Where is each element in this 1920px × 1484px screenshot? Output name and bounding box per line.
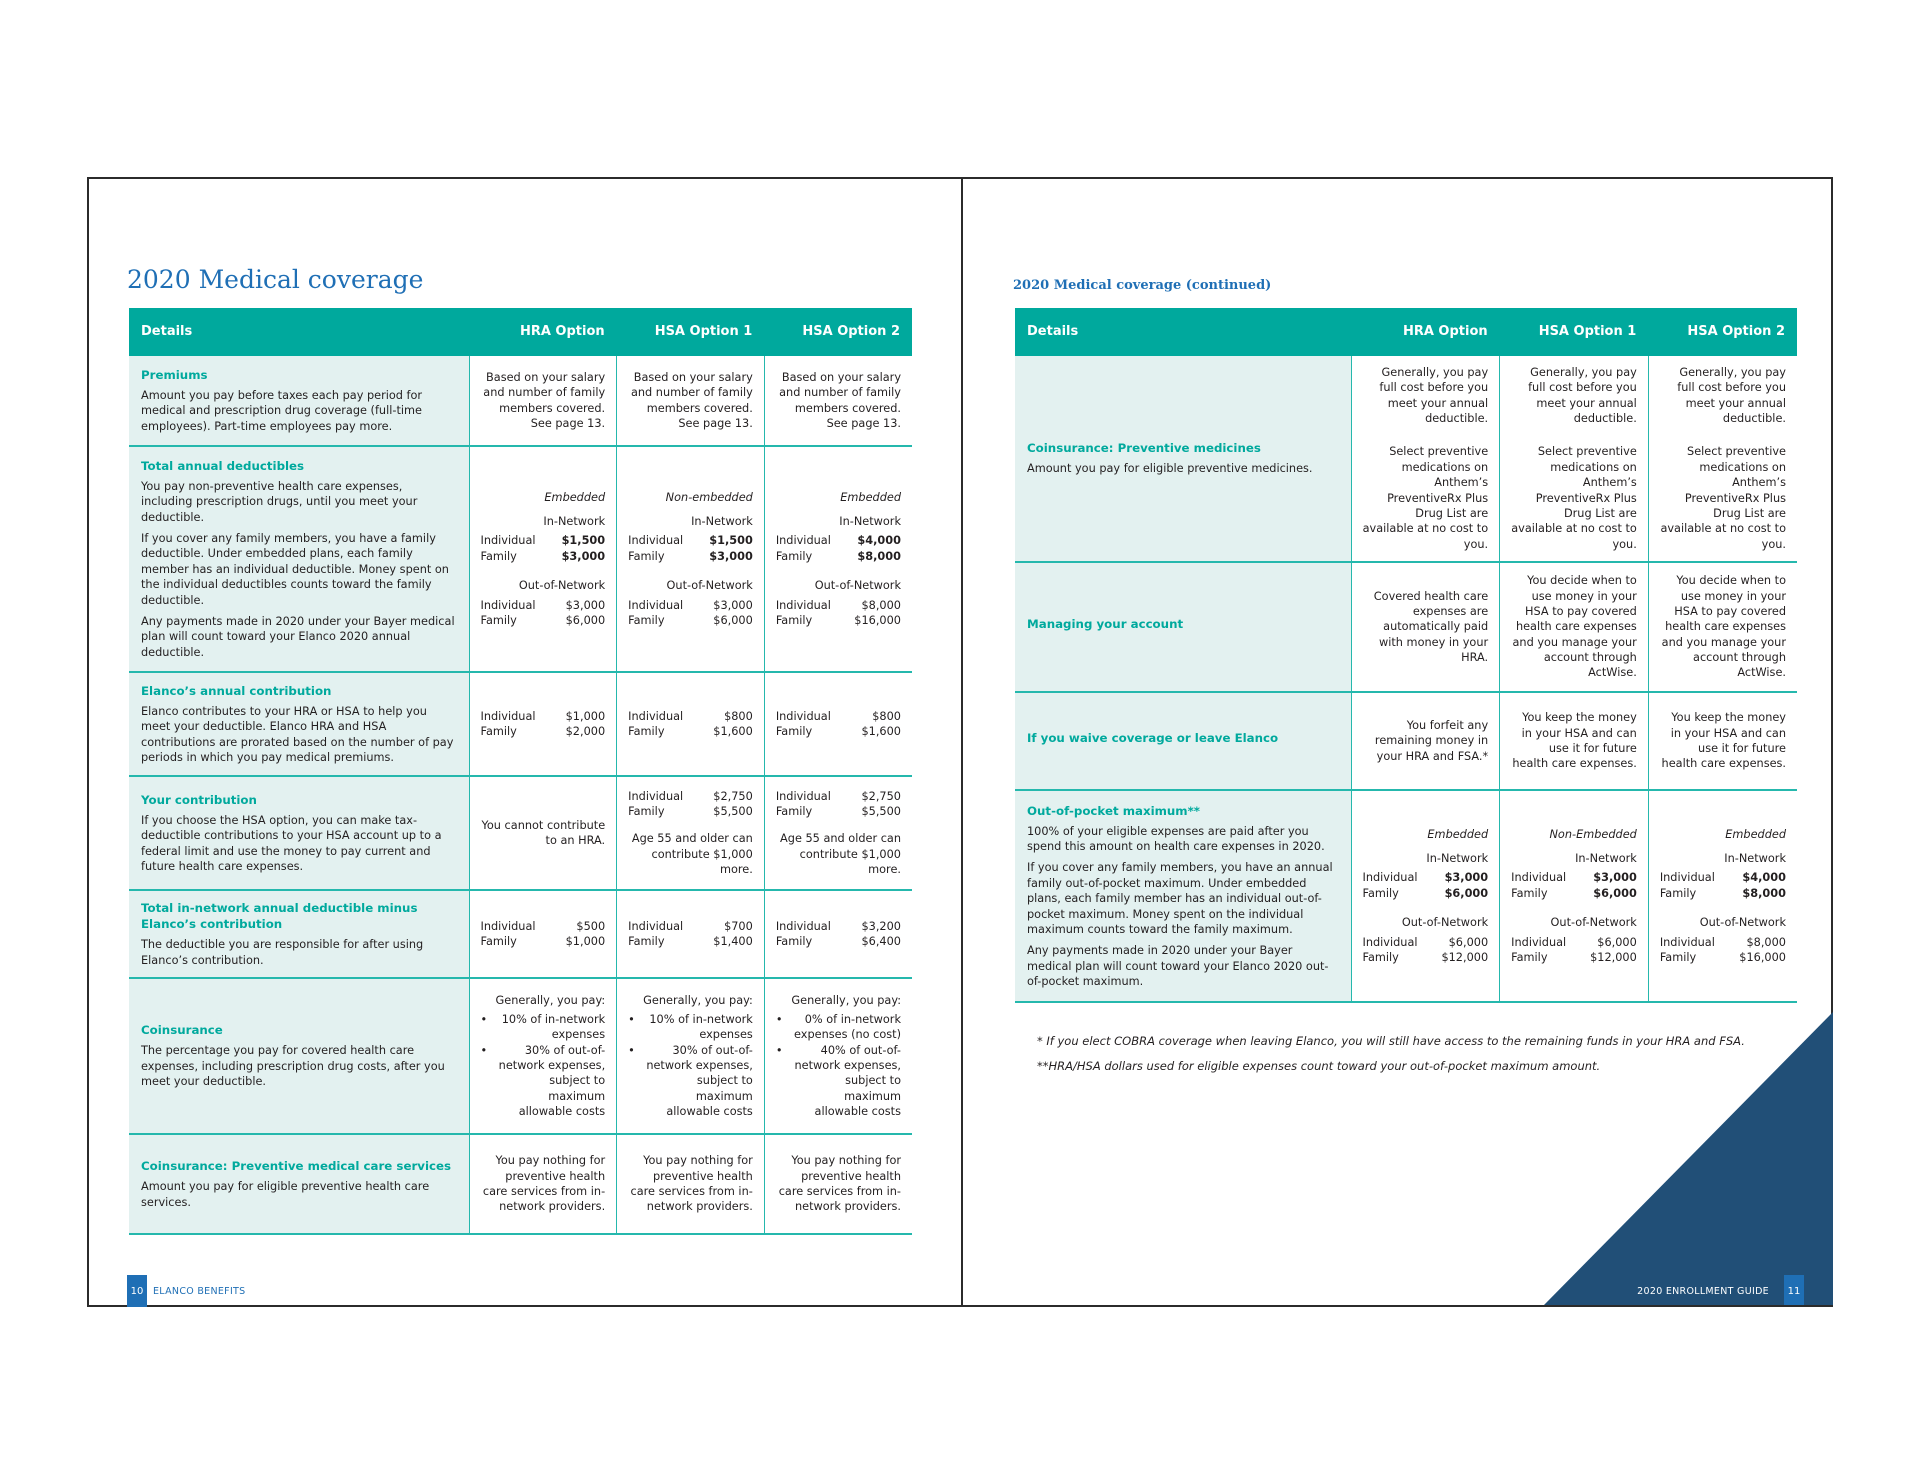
amount: $3,000 [709, 549, 753, 563]
row-heading: Coinsurance: Preventive medical care services [141, 1159, 452, 1174]
row-heading: If you waive coverage or leave Elanco [1027, 731, 1279, 746]
amount-pair [628, 919, 753, 934]
amount: $12,000 [1590, 950, 1637, 964]
cell-hra [469, 978, 617, 1134]
header-details: Details [129, 308, 469, 356]
table-row-net-deductible [129, 890, 912, 978]
amount-pair [481, 724, 606, 739]
amount-pair [1363, 935, 1489, 950]
network-label: In-Network [543, 515, 606, 529]
label: Individual [1362, 935, 1418, 949]
cell-hra: You forfeit any remaining money in your HRA and FSA.* [1351, 692, 1500, 790]
cell-hsa-1: You decide when to use money in your HSA to pay covered health care expenses and you manage your account through ActWise. [1500, 562, 1649, 692]
network-label: In-Network [839, 515, 901, 529]
label: Family [1362, 886, 1399, 900]
coinsurance-intro: Generally, you pay: [495, 993, 606, 1007]
page-title: 2020 Medical coverage [127, 265, 424, 294]
left-page [89, 179, 961, 1305]
label: Individual [480, 598, 536, 612]
cell-hsa-2 [1648, 790, 1797, 1002]
label: Individual [628, 709, 684, 723]
cell-paragraph: Generally, you pay full cost before you meet your annual deductible. [1528, 366, 1637, 426]
amount: $500 [576, 919, 606, 933]
cell-hsa-2: You decide when to use money in your HSA to pay covered health care expenses and you manage your account through ActWise. [1648, 562, 1797, 692]
cell-paragraph: Select preventive medications on Anthem’s PreventiveRx Plus Drug List are available at no cost to you. [1660, 445, 1786, 551]
amount-pair [628, 549, 753, 564]
row-description: The deductible you are responsible for after using Elanco’s contribution. [141, 938, 424, 967]
list-item: • 10% of in-network expenses [628, 1012, 753, 1043]
amount-pair [1660, 886, 1786, 901]
label: Individual [628, 789, 684, 803]
network-label: Out-of-Network [1550, 916, 1637, 930]
coinsurance-list [481, 1012, 606, 1120]
table-row-coinsurance [129, 978, 912, 1134]
row-description: If you cover any family members, you have an annual family out-of-pocket maximum. Under embedded plans, each family member has an individual out-of-pocket maximum. Money spent on the individual maximum counts toward the family maximum. [1027, 861, 1333, 936]
row-description: 100% of your eligible expenses are paid after you spend this amount on health care expenses in 2020. [1027, 824, 1325, 854]
amount: $6,400 [861, 935, 901, 948]
label: Individual [628, 919, 684, 933]
network-label: In-Network [691, 515, 753, 529]
cell-hsa-1 [617, 890, 765, 978]
cell-hsa-2 [1648, 356, 1797, 562]
label: Family [628, 804, 665, 818]
label: Family [1511, 886, 1548, 900]
amount: $2,750 [713, 789, 753, 803]
header-hra-option: HRA Option [469, 308, 617, 356]
table-row-deductibles [129, 446, 912, 672]
page-number: 10 [127, 1275, 147, 1307]
amount-pair [776, 934, 901, 949]
label: Family [775, 804, 813, 818]
row-details [129, 776, 469, 890]
row-details [129, 672, 469, 776]
network-label: Out-of-Network [814, 579, 901, 593]
label: Family [628, 935, 665, 948]
cell-hra: You cannot contribute to an HRA. [469, 776, 617, 890]
list-item: • 10% of in-network expenses [481, 1012, 606, 1043]
amount: $5,500 [713, 804, 753, 818]
row-details [129, 890, 469, 978]
network-label: Out-of-Network [1401, 916, 1489, 930]
table-row-premiums [129, 356, 912, 446]
row-description: The percentage you pay for covered health care expenses, including prescription drug costs, after you meet your deductible. [141, 1044, 445, 1089]
cell-hsa-2 [764, 890, 912, 978]
amount-pair [1511, 935, 1637, 950]
amount: $3,000 [565, 598, 606, 612]
row-heading: Total in-network annual deductible minus Elanco’s contribution [141, 901, 418, 932]
amount-pair [1660, 935, 1786, 950]
row-description: Any payments made in 2020 under your Bayer medical plan will count toward your Elanco 2020 annual deductible. [141, 614, 455, 659]
amount: $8,000 [1742, 886, 1786, 900]
amount: $1,400 [713, 935, 753, 948]
label: Individual [1362, 871, 1418, 885]
cell-hra: Covered health care expenses are automatically paid with money in your HRA. [1351, 562, 1500, 692]
amount-pair [1363, 950, 1489, 965]
table-row-waive-coverage [1015, 692, 1797, 790]
cell-hra [469, 446, 617, 672]
table-header-row [129, 308, 912, 356]
amount: $1,500 [561, 534, 606, 548]
row-details [129, 1134, 469, 1234]
table-row-elanco-contribution [129, 672, 912, 776]
amount-pair [481, 598, 606, 613]
amount: $700 [724, 919, 753, 933]
label: Individual [775, 709, 831, 723]
network-label: Out-of-Network [1699, 916, 1786, 930]
amount-pair [628, 804, 753, 819]
label: Family [1659, 950, 1697, 964]
label: Individual [775, 789, 831, 803]
plan-type: Non-Embedded [1549, 827, 1637, 841]
amount: $6,000 [1593, 886, 1637, 900]
amount: $16,000 [854, 613, 901, 627]
row-heading: Elanco’s annual contribution [141, 683, 332, 698]
amount-pair [1511, 870, 1637, 885]
amount-pair [1660, 870, 1786, 885]
amount: $1,600 [713, 725, 753, 738]
amount-pair [481, 919, 606, 934]
row-heading: Out-of-pocket maximum** [1027, 803, 1200, 818]
amount: $3,200 [861, 919, 901, 933]
amount-pair [481, 709, 606, 724]
list-item: • 0% of in-network expenses (no cost) [776, 1012, 901, 1043]
row-description: Amount you pay before taxes each pay period for medical and prescription drug coverage (full-time employees). Part-time employees pay more. [141, 388, 423, 433]
label: Individual [775, 919, 831, 933]
amount: $1,000 [565, 709, 606, 723]
label: Individual [1659, 935, 1715, 949]
amount: $6,000 [1597, 935, 1637, 949]
cell-hsa-1 [617, 978, 765, 1134]
row-details [1015, 790, 1351, 1002]
coinsurance-intro: Generally, you pay: [643, 993, 753, 1007]
label: Individual [480, 709, 536, 723]
cell-hsa-2 [764, 672, 912, 776]
brochure-spread [87, 177, 1833, 1307]
amount: $4,000 [857, 534, 901, 548]
network-label: In-Network [1575, 852, 1637, 866]
cell-paragraph: Select preventive medications on Anthem’s PreventiveRx Plus Drug List are available at no cost to you. [1362, 445, 1489, 551]
amount-pair [628, 709, 753, 724]
plan-type: Non-embedded [665, 490, 753, 504]
label: Individual [775, 534, 831, 548]
amount-pair [776, 919, 901, 934]
amount-pair [1511, 886, 1637, 901]
row-heading: Coinsurance: Preventive medicines [1027, 441, 1261, 456]
amount: $2,000 [565, 725, 606, 738]
row-details [1015, 692, 1351, 790]
row-details [1015, 356, 1351, 562]
cell-hsa-1 [1500, 790, 1649, 1002]
page-number: 11 [1784, 1275, 1804, 1305]
label: Family [775, 613, 813, 627]
medical-coverage-table [129, 308, 912, 1235]
row-description: Amount you pay for eligible preventive health care services. [141, 1180, 430, 1209]
label: Individual [775, 598, 831, 612]
amount-pair [628, 724, 753, 739]
header-hsa-option-1: HSA Option 1 [617, 308, 765, 356]
cell-hsa-1 [617, 776, 765, 890]
amount-pair [776, 724, 901, 739]
network-label: Out-of-Network [666, 579, 753, 593]
amount: $16,000 [1739, 950, 1786, 964]
catch-up-note: Age 55 and older can contribute $1,000 more. [780, 832, 901, 877]
label: Individual [480, 534, 536, 548]
table-row-out-of-pocket-maximum [1015, 790, 1797, 1002]
cell-hsa-1: You keep the money in your HSA and can use it for future health care expenses. [1500, 692, 1649, 790]
label: Family [1659, 886, 1697, 900]
label: Family [480, 613, 517, 627]
amount: $8,000 [857, 549, 901, 563]
table-row-preventive-care [129, 1134, 912, 1234]
decorative-corner-triangle [1544, 1012, 1833, 1305]
label: Family [1362, 950, 1399, 964]
medical-coverage-table-continued [1015, 308, 1797, 1003]
amount-pair [776, 549, 901, 564]
amount-pair [776, 613, 901, 628]
table-row-your-contribution [129, 776, 912, 890]
amount: $6,000 [565, 613, 606, 627]
row-description: If you cover any family members, you have a family deductible. Under embedded plans, each family member has an individual deductible. Money spent on the individual deductibles counts toward the family deductible. [141, 532, 449, 607]
header-hra-option: HRA Option [1351, 308, 1500, 356]
table-row-preventive-medicines [1015, 356, 1797, 562]
header-hsa-option-2: HSA Option 2 [764, 308, 912, 356]
amount-pair [481, 549, 606, 564]
row-description: You pay non-preventive health care expenses, including prescription drugs, until you meet your deductible. [141, 480, 418, 524]
amount: $800 [724, 709, 753, 723]
amount: $6,000 [1444, 886, 1489, 900]
row-heading: Coinsurance [141, 1023, 223, 1038]
amount: $4,000 [1742, 871, 1786, 885]
header-details: Details [1015, 308, 1351, 356]
label: Individual [480, 919, 536, 933]
amount-pair [1511, 950, 1637, 965]
row-description: If you choose the HSA option, you can make tax-deductible contributions to your HSA account up to a federal limit and use the money to pay current and future health care expenses. [141, 813, 442, 873]
row-heading: Managing your account [1027, 617, 1184, 632]
coinsurance-intro: Generally, you pay: [791, 993, 901, 1007]
amount-pair [628, 533, 753, 548]
plan-type: Embedded [1725, 827, 1786, 841]
cell-hsa-2: You pay nothing for preventive health care services from in-network providers. [764, 1134, 912, 1234]
amount-pair [776, 598, 901, 613]
amount: $6,000 [713, 613, 753, 627]
catch-up-note: Age 55 and older can contribute $1,000 more. [631, 832, 753, 877]
label: Individual [1511, 871, 1567, 885]
cell-hsa-2: You keep the money in your HSA and can use it for future health care expenses. [1648, 692, 1797, 790]
amount: $1,500 [709, 534, 753, 548]
cell-paragraph: Select preventive medications on Anthem’s PreventiveRx Plus Drug List are available at no cost to you. [1511, 445, 1637, 551]
list-item: • 40% of out-of-network expenses, subject to maximum allowable costs [776, 1043, 901, 1120]
cell-hra [1351, 356, 1500, 562]
network-label: In-Network [1724, 852, 1786, 866]
list-item: • 30% of out-of-network expenses, subject to maximum allowable costs [481, 1043, 606, 1120]
label: Family [775, 725, 813, 738]
cell-paragraph: Generally, you pay full cost before you meet your annual deductible. [1379, 366, 1489, 426]
list-item: • 30% of out-of-network expenses, subject to maximum allowable costs [628, 1043, 753, 1120]
amount-pair [481, 533, 606, 548]
row-details [129, 446, 469, 672]
header-hsa-option-2: HSA Option 2 [1648, 308, 1797, 356]
amount: $8,000 [1746, 935, 1786, 949]
cell-hsa-1: You pay nothing for preventive health care services from in-network providers. [617, 1134, 765, 1234]
row-details [129, 978, 469, 1134]
label: Family [480, 549, 517, 563]
cell-hsa-1 [617, 672, 765, 776]
page-footer-label: 2020 ENROLLMENT GUIDE [1637, 1286, 1769, 1297]
amount: $12,000 [1441, 950, 1489, 964]
amount-pair [776, 789, 901, 804]
cell-hra: Based on your salary and number of family members covered. See page 13. [469, 356, 617, 446]
amount: $8,000 [861, 598, 901, 612]
footnote-cobra: * If you elect COBRA coverage when leaving Elanco, you will still have access to the remaining funds in your HRA and FSA. [1037, 1034, 1745, 1048]
amount: $1,600 [861, 725, 901, 738]
row-heading: Premiums [141, 367, 208, 382]
cell-hra [469, 890, 617, 978]
label: Family [628, 549, 665, 563]
row-heading: Total annual deductibles [141, 459, 305, 473]
cell-hsa-2 [764, 776, 912, 890]
plan-type: Embedded [840, 490, 901, 504]
amount: $2,750 [861, 789, 901, 803]
amount-pair [481, 934, 606, 949]
amount: $6,000 [1448, 935, 1489, 949]
cell-hra [469, 672, 617, 776]
label: Family [775, 935, 813, 948]
row-details [1015, 562, 1351, 692]
table-row-managing-account [1015, 562, 1797, 692]
coinsurance-list [628, 1012, 753, 1120]
cell-hsa-2 [764, 446, 912, 672]
amount-pair [1363, 870, 1489, 885]
amount-pair [628, 789, 753, 804]
network-label: In-Network [1426, 852, 1489, 866]
cell-hra [1351, 790, 1500, 1002]
header-hsa-option-1: HSA Option 1 [1500, 308, 1649, 356]
amount-pair [1660, 950, 1786, 965]
cell-hsa-2 [764, 978, 912, 1134]
amount-pair [776, 709, 901, 724]
cell-paragraph: Generally, you pay full cost before you meet your annual deductible. [1677, 366, 1786, 426]
label: Family [628, 613, 665, 627]
amount-pair [481, 613, 606, 628]
amount: $3,000 [1444, 871, 1489, 885]
label: Individual [1511, 935, 1567, 949]
cell-hsa-2: Based on your salary and number of family members covered. See page 13. [764, 356, 912, 446]
amount-pair [628, 934, 753, 949]
amount: $3,000 [561, 549, 606, 563]
amount-pair [776, 533, 901, 548]
coinsurance-list [776, 1012, 901, 1120]
amount-pair [1363, 886, 1489, 901]
row-description: Any payments made in 2020 under your Bayer medical plan will count toward your Elanco 2020 out-of-pocket maximum. [1027, 944, 1329, 988]
amount: $800 [872, 709, 901, 723]
row-heading: Your contribution [141, 792, 257, 807]
row-details [129, 356, 469, 446]
label: Individual [628, 534, 684, 548]
right-page [963, 179, 1833, 1305]
page-title: 2020 Medical coverage (continued) [1013, 278, 1272, 293]
footnote-out-of-pocket: **HRA/HSA dollars used for eligible expenses count toward your out-of-pocket maximum amount. [1037, 1059, 1601, 1073]
amount-pair [628, 598, 753, 613]
cell-hsa-1 [1500, 356, 1649, 562]
row-description: Elanco contributes to your HRA or HSA to help you meet your deductible. Elanco HRA and HSA contributions are prorated based on the number of pay periods in which you pay medical premiums. [141, 704, 454, 764]
label: Individual [628, 598, 684, 612]
amount: $3,000 [1593, 871, 1637, 885]
plan-type: Embedded [544, 490, 606, 504]
label: Individual [1659, 871, 1715, 885]
table-header-row [1015, 308, 1797, 356]
label: Family [480, 935, 517, 948]
row-description: Amount you pay for eligible preventive medicines. [1027, 462, 1313, 476]
network-label: Out-of-Network [518, 579, 606, 593]
label: Family [628, 725, 665, 738]
cell-hra: You pay nothing for preventive health care services from in-network providers. [469, 1134, 617, 1234]
amount-pair [628, 613, 753, 628]
label: Family [480, 725, 517, 738]
cell-hsa-1: Based on your salary and number of family members covered. See page 13. [617, 356, 765, 446]
amount: $3,000 [713, 598, 753, 612]
label: Family [775, 549, 813, 563]
cell-hsa-1 [617, 446, 765, 672]
amount: $1,000 [565, 935, 606, 948]
plan-type: Embedded [1427, 827, 1489, 841]
amount: $5,500 [861, 804, 901, 818]
page-footer-label: ELANCO BENEFITS [153, 1286, 246, 1297]
amount-pair [776, 804, 901, 819]
label: Family [1511, 950, 1548, 964]
